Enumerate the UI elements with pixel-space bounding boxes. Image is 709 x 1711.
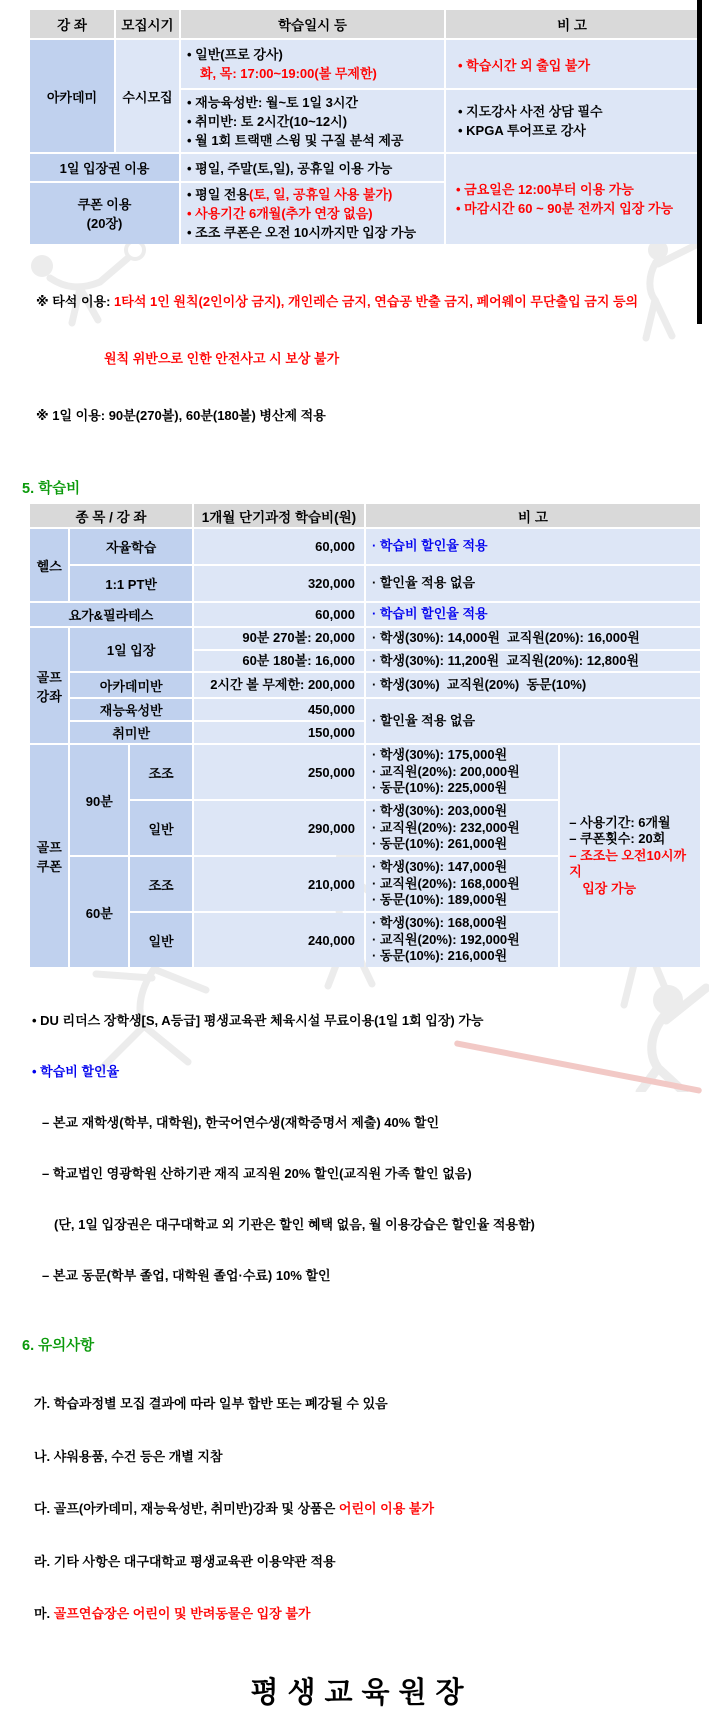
yoga-note-cell: · 학습비 할인율 적용 — [366, 603, 700, 626]
note-day-usage: ※ 1일 이용: 90분(270볼), 60분(180볼) 병산제 적용 — [36, 408, 326, 423]
hobby-line: • 취미반: 토 2시간(10~12시) — [187, 113, 348, 129]
caution-item-5 — [34, 1605, 709, 1623]
discount-staff-line: – 학교법인 영광학원 산하기관 재직 교직원 20% 할인(교직원 가족 할인 없음) — [42, 1166, 472, 1181]
coupon-90-early-price-cell: 250,000 — [194, 745, 364, 799]
coupon-90-early-note-cell — [366, 745, 558, 799]
golf-group-line2: 강좌 — [36, 688, 62, 704]
coupon-label-line2: (20장) — [86, 215, 123, 231]
coupon-side-note-cell — [560, 745, 700, 967]
health-self-row — [30, 529, 700, 564]
self-study-label-cell: 자율학습 — [70, 529, 191, 564]
golf-group-line1: 골프 — [36, 669, 62, 685]
self-study-price-cell: 60,000 — [194, 529, 364, 564]
pass-side-note-cell — [446, 154, 698, 244]
academy-time-line: 화, 목: 17:00~19:00(볼 무제한) — [200, 66, 377, 81]
caution-item-5-red: 골프연습장은 어린이 및 반려동물은 입장 불가 — [53, 1606, 311, 1621]
coupon-60-label-cell: 60분 — [70, 857, 128, 967]
schedule-table — [28, 8, 700, 246]
coupon-label-line1: 쿠폰 이용 — [77, 196, 132, 212]
yoga-price-cell: 60,000 — [194, 603, 364, 626]
day90-price-cell: 90분 270볼: 20,000 — [194, 628, 364, 649]
scan-edge-line — [697, 0, 702, 324]
coupon-90-early-label-cell: 조조 — [130, 745, 192, 799]
note-seat-prefix: ※ 타석 이용: — [36, 294, 115, 309]
coupon-60-normal-note-cell — [366, 913, 558, 967]
caution-item-3-black: 다. 골프(아카데미, 재능육성반, 취미반)강좌 및 상품은 — [34, 1501, 339, 1516]
coupon-count-line: – 쿠폰횟수: 20회 — [569, 831, 666, 847]
discount-line: · 교직원(20%): 192,000원 — [371, 931, 520, 947]
discount-line: · 교직원(20%): 168,000원 — [371, 875, 520, 891]
coupon-60-normal-label-cell: 일반 — [130, 913, 192, 967]
caution-item-2: 나. 샤워용품, 수건 등은 개별 지참 — [34, 1448, 223, 1464]
coupon-60-early-note-cell — [366, 857, 558, 911]
academy-row-1 — [30, 40, 698, 88]
day-entry-label-cell: 1일 입장 — [70, 628, 191, 671]
note-seat-red1: 1타석 1인 원칙(2인이상 금지), 개인레슨 금지, 연습공 반출 금지, 페어웨이 무단출입 금지 등의 — [114, 294, 639, 309]
closing-note-line: • 마감시간 60 ~ 90분 전까지 입장 가능 — [456, 201, 674, 216]
col-header-subject: 종 목 / 강 좌 — [30, 504, 192, 527]
health-group-cell: 헬스 — [30, 529, 68, 601]
golf-talent-row — [30, 699, 700, 720]
golf-day90-row — [30, 628, 700, 649]
col-header-schedule: 학습일시 등 — [181, 10, 444, 38]
coupon-desc-cell — [181, 183, 444, 244]
discount-line: · 동문(10%): 261,000원 — [371, 836, 508, 852]
discount-alumni-line: – 본교 동문(학부 졸업, 대학원 졸업·수료) 10% 할인 — [42, 1268, 331, 1283]
col-header-course: 강 좌 — [30, 10, 114, 38]
discount-rate-heading: • 학습비 할인율 — [32, 1064, 120, 1079]
pt-price-cell: 320,000 — [194, 566, 364, 601]
fee-header-row — [30, 504, 700, 527]
coupon-60-early-price-cell: 210,000 — [194, 857, 364, 911]
coupon-line1 — [187, 185, 438, 204]
golf-talent-label-cell: 재능육성반 — [70, 699, 191, 720]
discount-line: · 학생(30%): 175,000원 — [371, 747, 508, 763]
day60-note-cell: · 학생(30%): 11,200원 교직원(20%): 12,800원 — [366, 651, 700, 672]
academy-note-cell: • 학습시간 외 출입 불가 — [446, 40, 698, 88]
discount-line: · 동문(10%): 216,000원 — [371, 948, 508, 964]
caution-item-5-black: 마. — [34, 1606, 54, 1621]
talent-line: • 재능육성반: 월~토 1일 3시간 — [187, 94, 358, 110]
coupon-line1-red: (토, 일, 공휴일 사용 불가) — [249, 187, 393, 202]
golf-hobby-price-cell: 150,000 — [194, 722, 364, 743]
caution-item-4: 라. 기타 사항은 대구대학교 평생교육관 이용약관 적용 — [34, 1553, 336, 1569]
yoga-row — [30, 603, 700, 626]
golf-academy-row — [30, 673, 700, 697]
discount-line: · 학생(30%): 203,000원 — [371, 803, 508, 819]
du-leaders-note: • DU 리더스 장학생[S, A등급] 평생교육관 체육시설 무료이용(1일 1회 입장) 가능 — [32, 1013, 484, 1028]
coupon-60-normal-price-cell: 240,000 — [194, 913, 364, 967]
signature-title: 평생교육원장 — [250, 1674, 473, 1709]
section6-title: 6. 유의사항 — [22, 1338, 95, 1354]
golf-academy-note-cell: · 학생(30%) 교직원(20%) 동문(10%) — [366, 673, 700, 697]
academy-recruit-cell: 수시모집 — [116, 40, 179, 152]
pt-label-cell: 1:1 PT반 — [70, 566, 191, 601]
golf-talent-price-cell: 450,000 — [194, 699, 364, 720]
day60-price-cell: 60분 180볼: 16,000 — [194, 651, 364, 672]
discount-line: · 학생(30%): 147,000원 — [371, 859, 508, 875]
coupon-line1-black: • 평일 전용 — [187, 187, 250, 202]
discount-line: · 동문(10%): 189,000원 — [371, 892, 508, 908]
academy-general-line: • 일반(프로 강사) — [187, 47, 283, 62]
caution-item-1: 가. 학습과정별 모집 결과에 따라 일부 합반 또는 폐강될 수 있음 — [34, 1396, 388, 1411]
coupon-early-line1: – 조조는 오전10시까지 — [569, 847, 687, 880]
caution-items — [34, 1360, 709, 1658]
discount-line: · 교직원(20%): 200,000원 — [371, 763, 520, 779]
schedule-header-row — [30, 10, 698, 38]
trackman-line: • 월 1회 트랙맨 스윙 및 구질 분석 제공 — [187, 132, 404, 148]
coupon-90-normal-note-cell — [366, 801, 558, 855]
academy-course-cell: 아카데미 — [30, 40, 114, 152]
coupon-90-normal-label-cell: 일반 — [130, 801, 192, 855]
discount-line: · 교직원(20%): 232,000원 — [371, 819, 520, 835]
golf-academy-price-cell: 2시간 볼 무제한: 200,000 — [194, 673, 364, 697]
col-header-note: 비 고 — [446, 10, 698, 38]
caution-item-3-red: 어린이 이용 불가 — [338, 1501, 435, 1516]
coupon-90-normal-price-cell: 290,000 — [194, 801, 364, 855]
coupon-label-cell — [30, 183, 179, 244]
day-pass-desc-cell: • 평일, 주말(토,일), 공휴일 이용 가능 — [181, 154, 444, 181]
golf-course-group-cell — [30, 628, 68, 743]
coupon-90-label-cell: 90분 — [70, 745, 128, 855]
golf-academy-label-cell: 아카데미반 — [70, 673, 191, 697]
coupon-90-early-row — [30, 745, 700, 799]
self-study-note-cell: · 학습비 할인율 적용 — [366, 529, 700, 564]
day-pass-row — [30, 154, 698, 181]
pt-note-cell: · 할인율 적용 없음 — [366, 566, 700, 601]
col-header-note2: 비 고 — [366, 504, 700, 527]
coupon-group-line1: 골프 — [36, 840, 62, 855]
coupon-60-early-label-cell: 조조 — [130, 857, 192, 911]
discount-line: · 동문(10%): 225,000원 — [371, 780, 508, 796]
day90-note-cell: · 학생(30%): 14,000원 교직원(20%): 16,000원 — [366, 628, 700, 649]
coupon-line3: • 조조 쿠폰은 오전 10시까지만 입장 가능 — [187, 225, 417, 240]
academy-classes-cell — [181, 90, 444, 152]
kpga-note-line: • KPGA 투어프로 강사 — [458, 123, 586, 138]
discount-staff-subline: (단, 1일 입장권은 대구대학교 외 기관은 할인 혜택 없음, 월 이용강습은 할인율 적용함) — [54, 1217, 535, 1232]
discount-students-line: – 본교 재학생(학부, 대학원), 한국어연수생(재학증명서 제출) 40% 할인 — [42, 1115, 440, 1130]
golf-coupon-group-cell — [30, 745, 68, 967]
coupon-term-line: – 사용기간: 6개월 — [569, 814, 671, 830]
note-seat-red2: 원칙 위반으로 인한 안전사고 시 보상 불가 — [104, 351, 340, 366]
coupon-early-line2: 입장 가능 — [582, 880, 637, 896]
discount-line: · 학생(30%): 168,000원 — [371, 915, 508, 931]
note-seat-usage — [36, 292, 709, 311]
golf-no-discount-cell: · 할인율 적용 없음 — [366, 699, 700, 743]
fee-table — [28, 502, 702, 969]
academy-general-cell — [181, 40, 444, 88]
fee-notes — [32, 978, 709, 1318]
caution-item-3 — [34, 1500, 709, 1518]
coupon-line2: • 사용기간 6개월(추가 연장 없음) — [187, 206, 373, 221]
day-pass-label-cell: 1일 입장권 이용 — [30, 154, 179, 181]
schedule-notes — [36, 254, 709, 463]
health-pt-row — [30, 566, 700, 601]
coupon-group-line2: 쿠폰 — [36, 859, 62, 874]
friday-note-line: • 금요일은 12:00부터 이용 가능 — [456, 182, 634, 197]
yoga-label-cell: 요가&필라테스 — [30, 603, 192, 626]
academy-note2-cell — [446, 90, 698, 152]
col-header-price: 1개월 단기과정 학습비(원) — [194, 504, 364, 527]
col-header-recruit: 모집시기 — [116, 10, 179, 38]
instructor-note-line: • 지도강사 사전 상담 필수 — [458, 104, 603, 119]
section5-title: 5. 학습비 — [22, 481, 81, 497]
golf-hobby-label-cell: 취미반 — [70, 722, 191, 743]
